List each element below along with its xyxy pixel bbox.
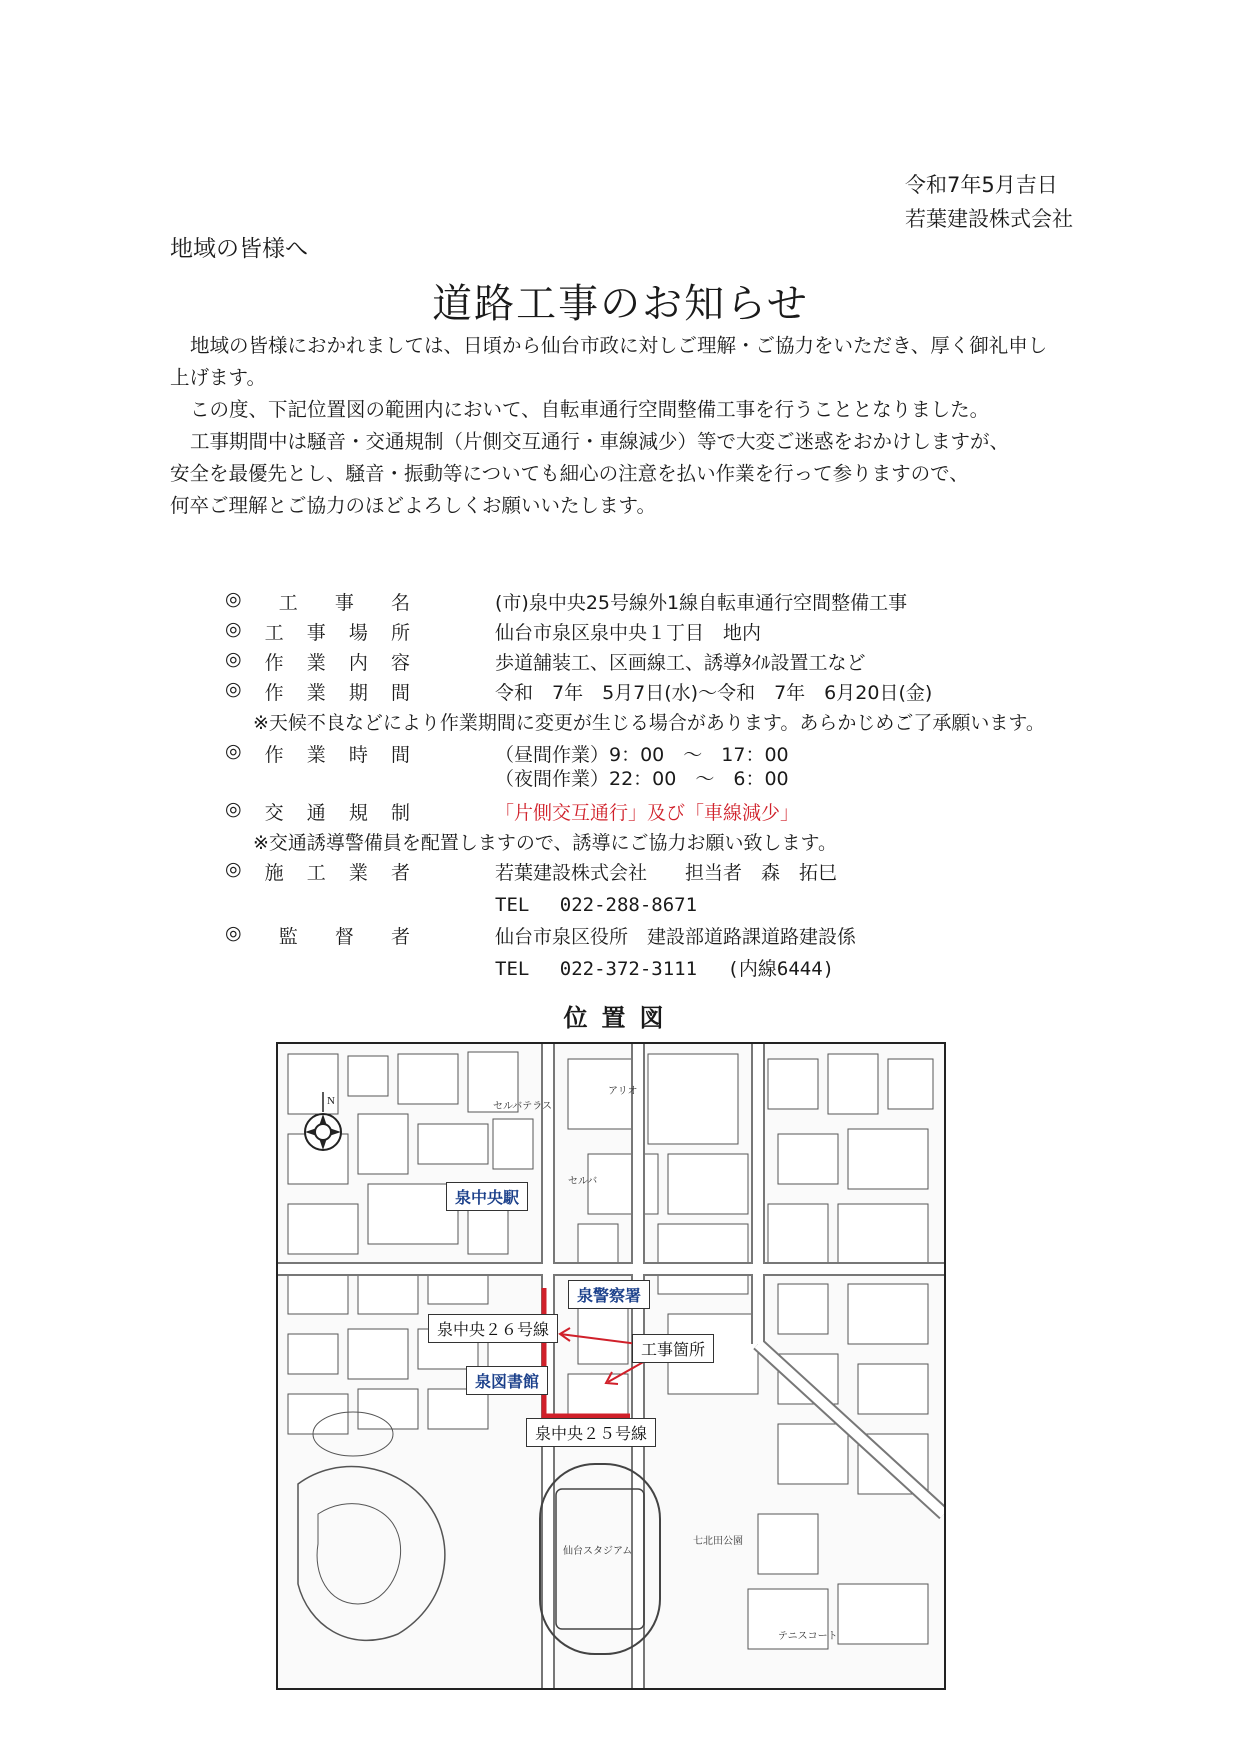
issue-date: 令和7年5月吉日 <box>905 173 1058 197</box>
map-blocks <box>288 1052 933 1649</box>
page-title: 道路工事のお知らせ <box>432 281 809 327</box>
north-label: N <box>327 1095 335 1107</box>
traffic-note: ※交通誘導警備員を配置しますので、誘導にご協力お願い致します。 <box>253 832 838 854</box>
traffic-value: 「片側交互通行」及び「車線減少」 <box>495 802 800 824</box>
work-name-value: (市)泉中央25号線外1線自転車通行空間整備工事 <box>495 592 908 614</box>
supervisor-tel: TEL 022-372-3111 (内線6444) <box>495 958 835 980</box>
contractor-value: 若葉建設株式会社 担当者 森 拓巳 <box>495 862 838 884</box>
map-text-alio: アリオ <box>608 1086 638 1097</box>
map-label-line25: 泉中央２５号線 <box>526 1418 656 1447</box>
detail-label: ◎ 工 事 名 <box>225 588 410 614</box>
map-text-stadium: 仙台スタジアム <box>563 1546 633 1557</box>
greeting: 地域の皆様へ <box>170 236 308 262</box>
map-label-line26: 泉中央２６号線 <box>428 1314 558 1343</box>
map-text-park: 七北田公園 <box>693 1536 743 1547</box>
map-title: 位置図 <box>563 1004 678 1032</box>
work-content-value: 歩道舗装工、区画線工、誘導ﾀｲﾙ設置工など <box>495 652 866 674</box>
map-text-tennis: テニスコート <box>778 1631 838 1642</box>
detail-label: ◎ 作 業 時 間 <box>225 740 410 766</box>
contractor-tel: TEL 022-288-8671 <box>495 894 698 916</box>
body-line: 地域の皆様におかれましては、日頃から仙台市政に対しご理解・ご協力をいただき、厚く御礼申し <box>190 334 1048 357</box>
notice-body <box>170 330 1090 522</box>
body-line: この度、下記位置図の範囲内において、自転車通行空間整備工事を行うこととなりました。 <box>190 398 990 421</box>
body-line: 上げます。 <box>170 366 266 389</box>
issuer-company: 若葉建設株式会社 <box>905 207 1073 231</box>
map-label-library: 泉図書館 <box>466 1366 548 1395</box>
map-label-works: 工事箇所 <box>632 1334 714 1363</box>
work-place-value: 仙台市泉区泉中央１丁目 地内 <box>495 622 762 644</box>
day-hours-value: （昼間作業）9：00 ～ 17：00 <box>495 744 789 766</box>
header-block <box>905 168 1073 236</box>
detail-label: ◎ 交 通 規 制 <box>225 798 410 824</box>
map-text-selva: セルバ <box>568 1176 598 1187</box>
supervisor-value: 仙台市泉区役所 建設部道路課道路建設係 <box>495 926 857 948</box>
map-park <box>298 1412 445 1640</box>
body-line: 何卒ご理解とご協力のほどよろしくお願いいたします。 <box>170 494 656 517</box>
night-hours-value: （夜間作業）22：00 ～ 6：00 <box>495 768 789 790</box>
detail-label: ◎ 作 業 期 間 <box>225 678 410 704</box>
map-label-police: 泉警察署 <box>568 1280 650 1309</box>
location-map <box>276 1042 946 1690</box>
map-label-station: 泉中央駅 <box>446 1182 528 1211</box>
body-line: 安全を最優先とし、騒音・振動等についても細心の注意を払い作業を行って参りますので、 <box>170 462 969 485</box>
detail-label: ◎ 施 工 業 者 <box>225 858 410 884</box>
detail-label: ◎ 作 業 内 容 <box>225 648 410 674</box>
map-drawing <box>278 1044 944 1688</box>
work-period-value: 令和 7年 5月7日(水)～令和 7年 6月20日(金) <box>495 682 933 704</box>
detail-label: ◎ 工 事 場 所 <box>225 618 410 644</box>
detail-label: ◎ 監 督 者 <box>225 922 410 948</box>
body-line: 工事期間中は騒音・交通規制（片側交互通行・車線減少）等で大変ご迷惑をおかけしますが、 <box>190 430 1010 453</box>
map-text-selva-terrace: セルバテラス <box>493 1101 552 1112</box>
period-note: ※天候不良などにより作業期間に変更が生じる場合があります。あらかじめご了承願います。 <box>253 712 1045 734</box>
